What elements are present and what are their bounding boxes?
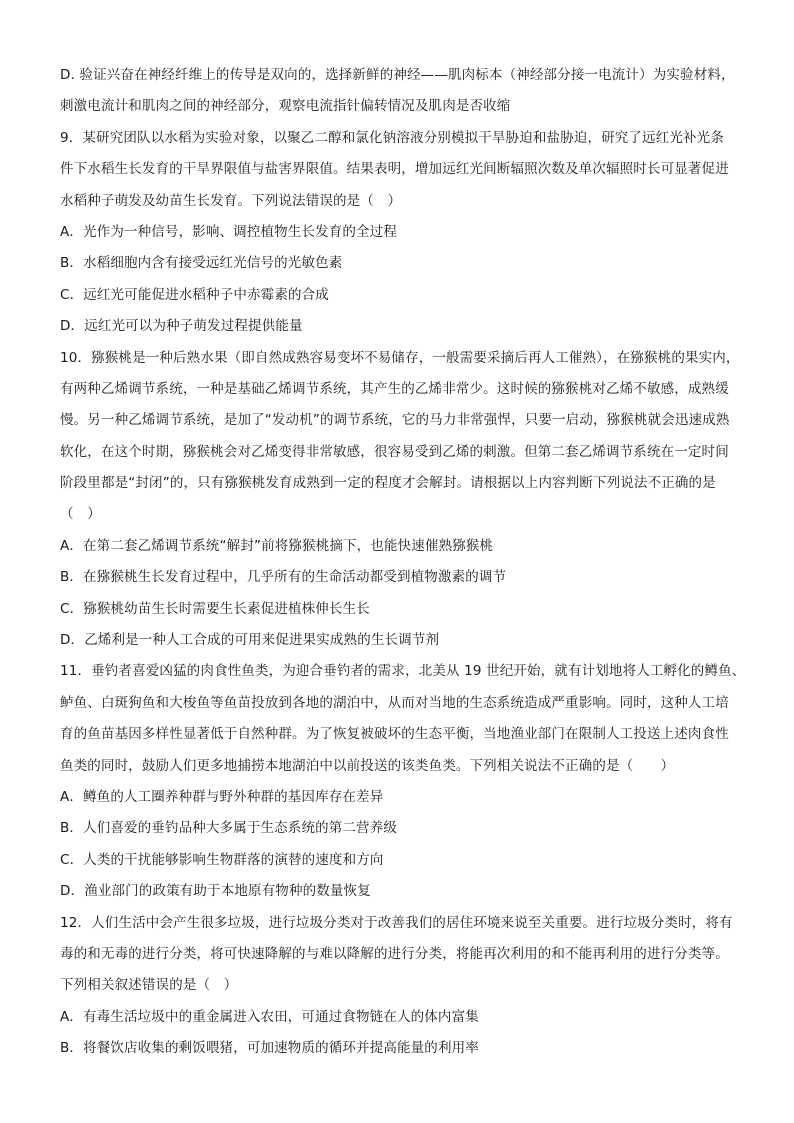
question-stem-line: 有两种乙烯调节系统，一种是基础乙烯调节系统，其产生的乙烯非常少。这时候的猕猴桃对乙烯不敏感，成熟缓 [60,380,729,397]
question-stem-line: （ ） [60,506,101,523]
option-a: A．有毒生活垃圾中的重金属进入农田，可通过食物链在人的体内富集 [60,1008,479,1025]
question-stem-line: 鲈鱼、白斑狗鱼和大梭鱼等鱼苗投放到各地的湖泊中，从而对当地的生态系统造成严重影响。同时，这种人工培 [60,694,729,711]
option-a: A．光作为一种信号，影响、调控植物生长发育的全过程 [60,223,397,240]
option-c: C．远红光可能促进水稻种子中赤霉素的合成 [60,286,329,303]
question-stem-line: 慢。另一种乙烯调节系统，是加了“发动机”的调节系统，它的马力非常强悍，只要一启动，猕猴桃就会迅速成熟 [60,412,730,429]
option-d: D．渔业部门的政策有助于本地原有物种的数量恢复 [60,883,371,900]
question-12 [60,908,740,1065]
question-stem-line: 12．人们生活中会产生很多垃圾，进行垃圾分类对于改善我们的居住环境来说至关重要。进行垃圾分类时，将有 [60,914,733,931]
question-stem-line: 9．某研究团队以水稻为实验对象，以聚乙二醇和氯化钠溶液分别模拟干旱胁迫和盐胁迫，研究了远红光补光条 [60,129,724,146]
text-line: D. 验证兴奋在神经纤维上的传导是双向的，选择新鲜的神经——肌肉标本（神经部分接一电流计）为实验材料， [60,67,735,83]
question-stem-line: 鱼类的同时，鼓励人们更多地捕捞本地湖泊中以前投送的该类鱼类。下列相关说法不正确的是（ ） [60,757,675,774]
option-b: B．将餐饮店收集的剩饭喂猪，可加速物质的循环并提高能量的利用率 [60,1040,479,1057]
question-stem-line: 毒的和无毒的进行分类，将可快速降解的与难以降解的进行分类，将能再次利用的和不能再利用的进行分类等。 [60,945,729,962]
question-stem-line: 10．猕猴桃是一种后熟水果（即自然成熟容易变坏不易储存，一般需要采摘后再人工催熟），在猕猴桃的果实内， [60,349,740,366]
question-stem-line: 水稻种子萌发及幼苗生长发育。下列说法错误的是（ ） [60,192,402,209]
question-stem-line: 件下水稻生长发育的干旱界限值与盐害界限值。结果表明，增加远红光间断辐照次数及单次辐照时长可显著促进 [60,161,729,178]
question-stem-line: 11．垂钓者喜爱凶猛的肉食性鱼类，为迎合垂钓者的需求，北美从 19 世纪开始，就有计划地将人工孵化的鳟鱼、 [60,663,746,680]
text-line: 刺激电流计和肌肉之间的神经部分，观察电流指针偏转情况及肌肉是否收缩 [60,98,511,115]
option-d: D．乙烯利是一种人工合成的可用来促进果实成熟的生长调节剂 [60,632,440,649]
option-c: C．人类的干扰能够影响生物群落的演替的速度和方向 [60,851,384,868]
previous-option-continuation [60,60,740,123]
question-stem-line: 软化，在这个时期，猕猴桃会对乙烯变得非常敏感，很容易受到乙烯的刺激。但第二套乙烯调节系统在一定时间 [60,443,729,460]
question-stem-line: 育的鱼苗基因多样性显著低于自然种群。为了恢复被破坏的生态平衡，当地渔业部门在限制人工投送上述肉食性 [60,726,729,743]
question-11 [60,656,746,907]
option-c: C．猕猴桃幼苗生长时需要生长素促进植株伸长生长 [60,600,370,617]
option-b: B．水稻细胞内含有接受远红光信号的光敏色素 [60,255,343,272]
question-9 [60,123,740,343]
option-b: B．人们喜爱的垂钓品种大多属于生态系统的第二营养级 [60,820,398,837]
question-10 [60,343,740,657]
exam-page [60,60,746,1065]
option-d: D．远红光可以为种子萌发过程提供能量 [60,318,303,335]
question-stem-line: 阶段里都是“封闭”的，只有猕猴桃发育成熟到一定的程度才会解封。请根据以上内容判断下列说法不正确的是 [60,475,716,492]
question-stem-line: 下列相关叙述错误的是（ ） [60,977,238,994]
option-b: B．在猕猴桃生长发育过程中，几乎所有的生命活动都受到植物激素的调节 [60,569,507,586]
option-a: A．在第二套乙烯调节系统“解封”前将猕猴桃摘下，也能快速催熟猕猴桃 [60,537,494,554]
option-a: A．鳟鱼的人工圈养种群与野外种群的基因库存在差异 [60,788,384,805]
